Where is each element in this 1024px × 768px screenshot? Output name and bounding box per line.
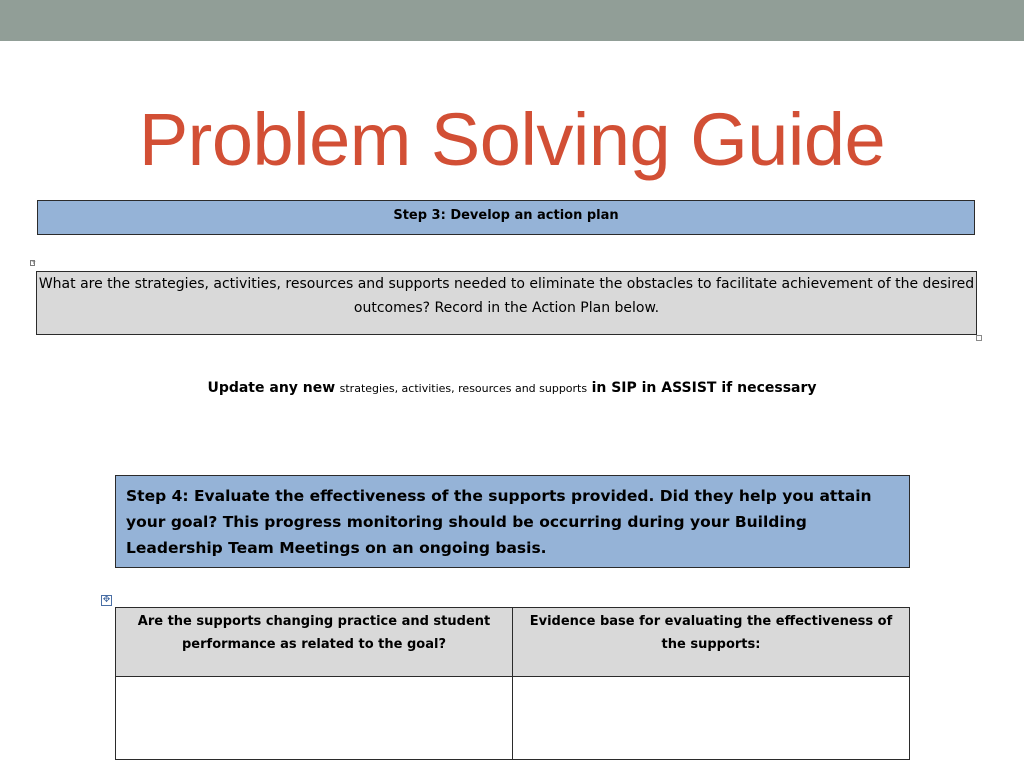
step4-box: Step 4: Evaluate the effectiveness of the supports provided. Did they help you attain your goal? This progress monitoring should be occurring during your Building Leadership Team Meetings on an ongoing basis. <box>115 475 910 568</box>
evaluation-table <box>115 607 910 760</box>
table-cell[interactable] <box>513 677 910 760</box>
table-header-cell: Evidence base for evaluating the effectiveness of the supports: <box>513 608 910 677</box>
table-cell[interactable] <box>116 677 513 760</box>
table-anchor-icon[interactable]: + <box>31 259 37 266</box>
step3-question: What are the strategies, activities, resources and supports needed to eliminate the obstacles to facilitate achievement of the desired outcomes? Record in the Action Plan below. <box>36 271 977 335</box>
table-header-cell: Are the supports changing practice and student performance as related to the goal? <box>116 608 513 677</box>
table-row <box>116 677 910 760</box>
update-text-middle: strategies, activities, resources and supports <box>339 382 588 395</box>
table-move-icon[interactable]: ✥ <box>102 595 111 605</box>
update-instruction <box>0 377 1024 400</box>
update-text-lead: Update any new <box>207 380 336 396</box>
top-bar <box>0 0 1024 41</box>
table-header-row <box>116 608 910 677</box>
step3-header: Step 3: Develop an action plan <box>37 200 975 235</box>
slide-title: Problem Solving Guide <box>138 98 886 181</box>
update-text-tail: in SIP in ASSIST if necessary <box>591 380 817 396</box>
resize-handle-icon[interactable] <box>976 335 982 341</box>
